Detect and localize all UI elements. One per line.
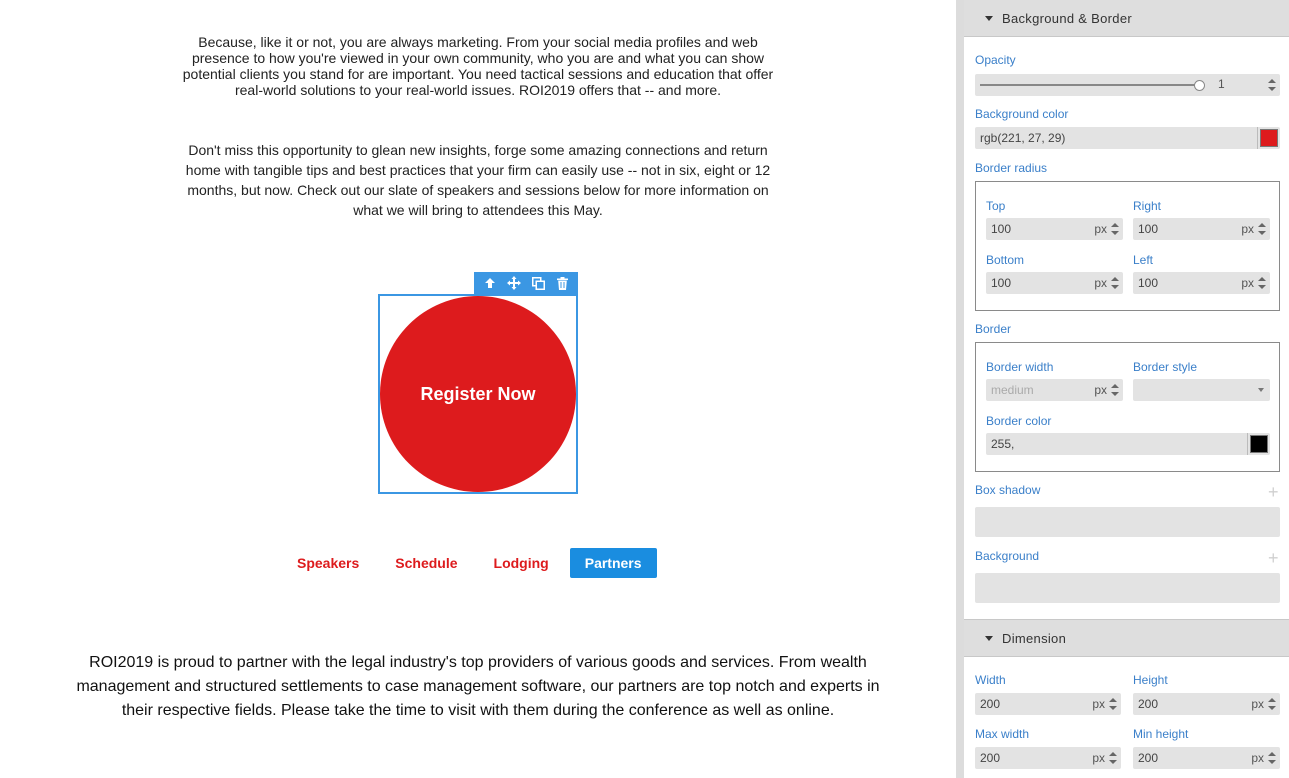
width-field[interactable] <box>975 693 1121 715</box>
opacity-field <box>975 74 1280 96</box>
max-width-stepper-icon[interactable] <box>1109 751 1117 765</box>
radius-bottom-field[interactable] <box>986 272 1123 294</box>
border-color-swatch[interactable] <box>1250 435 1268 453</box>
min-height-stepper-icon[interactable] <box>1268 751 1276 765</box>
chevron-down-icon <box>1258 388 1264 392</box>
border-width-placeholder[interactable]: medium <box>991 383 1034 397</box>
copy-icon[interactable] <box>528 274 548 292</box>
radius-right-field[interactable] <box>1133 218 1270 240</box>
caret-down-icon <box>985 16 993 21</box>
border-style-label: Border style <box>1133 360 1198 374</box>
height-value[interactable]: 200 <box>1138 697 1159 711</box>
opacity-stepper-icon[interactable] <box>1268 78 1276 92</box>
nav-schedule[interactable]: Schedule <box>395 555 458 571</box>
background-color-swatch[interactable] <box>1260 129 1278 147</box>
border-color-label: Border color <box>986 414 1052 428</box>
border-width-field[interactable] <box>986 379 1123 401</box>
background-layers[interactable] <box>975 573 1280 603</box>
opportunity-paragraph: Don't miss this opportunity to glean new insights, forge some amazing connections and return home with tangible tips and best practices that your firm can easily use -- not in six, eight or 12 months, but now. Check out our slate of speakers and sessions below for more information on what we will bring to attendees this May. <box>185 142 771 218</box>
nav-lodging[interactable]: Lodging <box>493 555 549 571</box>
border-radius-label: Border radius <box>975 161 1048 175</box>
background-border-section-header[interactable] <box>964 0 1289 37</box>
background-color-label: Background color <box>975 107 1069 121</box>
border-color-field[interactable] <box>986 433 1270 455</box>
min-height-unit: px <box>1251 751 1264 765</box>
radius-left-field[interactable] <box>1133 272 1270 294</box>
radius-right-value[interactable]: 100 <box>1138 222 1159 236</box>
opacity-label: Opacity <box>975 53 1016 67</box>
radius-right-unit: px <box>1241 222 1254 236</box>
radius-left-unit: px <box>1241 276 1254 290</box>
border-group <box>975 342 1280 472</box>
radius-bottom-unit: px <box>1094 276 1107 290</box>
border-width-label: Border width <box>986 360 1054 374</box>
box-shadow-label: Box shadow <box>975 483 1041 497</box>
max-width-label: Max width <box>975 727 1030 741</box>
border-color-value[interactable]: 255, <box>991 437 1015 451</box>
radius-top-value[interactable]: 100 <box>991 222 1012 236</box>
height-stepper-icon[interactable] <box>1268 697 1276 711</box>
max-width-field[interactable] <box>975 747 1121 769</box>
opacity-slider-track[interactable] <box>980 84 1198 86</box>
radius-top-field[interactable] <box>986 218 1123 240</box>
max-width-value[interactable]: 200 <box>980 751 1001 765</box>
radius-top-unit: px <box>1094 222 1107 236</box>
nav-partners[interactable]: Partners <box>570 548 657 578</box>
trash-icon[interactable] <box>552 274 572 292</box>
width-label: Width <box>975 673 1006 687</box>
border-label: Border <box>975 322 1012 336</box>
width-value[interactable]: 200 <box>980 697 1001 711</box>
border-style-select[interactable] <box>1133 379 1270 401</box>
opacity-slider-handle[interactable] <box>1194 80 1205 91</box>
intro-paragraph: Because, like it or not, you are always marketing. From your social media profiles and web presence to how you're viewed in your own community, who you are and what you can show potential clients you stand for are important. You need tactical sessions and education that offer real-world solutions to your real-world issues. ROI2019 offers that -- and more. <box>182 34 774 98</box>
add-background-icon[interactable]: + <box>1268 548 1279 568</box>
radius-bottom-value[interactable]: 100 <box>991 276 1012 290</box>
border-width-unit: px <box>1094 383 1107 397</box>
radius-right-stepper-icon[interactable] <box>1258 222 1266 236</box>
nav-speakers[interactable]: Speakers <box>297 555 360 571</box>
min-height-value[interactable]: 200 <box>1138 751 1159 765</box>
move-icon[interactable] <box>504 274 524 292</box>
width-stepper-icon[interactable] <box>1109 697 1117 711</box>
background-border-title: Background & Border <box>1002 10 1132 26</box>
radius-right-label: Right <box>1133 199 1162 213</box>
box-shadow-layers[interactable] <box>975 507 1280 537</box>
dimension-title: Dimension <box>1002 630 1067 646</box>
min-height-field[interactable] <box>1133 747 1280 769</box>
background-color-field[interactable] <box>975 127 1280 149</box>
radius-left-label: Left <box>1133 253 1154 267</box>
opacity-value[interactable]: 1 <box>1218 77 1225 91</box>
arrow-up-icon[interactable] <box>480 274 500 292</box>
register-now-button[interactable] <box>380 296 576 492</box>
radius-bottom-label: Bottom <box>986 253 1025 267</box>
register-now-label: Register Now <box>420 383 536 404</box>
min-height-label: Min height <box>1133 727 1189 741</box>
radius-left-value[interactable]: 100 <box>1138 276 1159 290</box>
radius-top-label: Top <box>986 199 1006 213</box>
radius-top-stepper-icon[interactable] <box>1111 222 1119 236</box>
background-label: Background <box>975 549 1040 563</box>
add-box-shadow-icon[interactable]: + <box>1268 482 1279 502</box>
partners-paragraph: ROI2019 is proud to partner with the legal industry's top providers of various goods and services. From wealth management and structured settlements to case management software, our partners are top notch and experts in their respective fields. Please take the time to visit with them during the conference as well as online. <box>76 654 880 719</box>
height-field[interactable] <box>1133 693 1280 715</box>
element-toolbar <box>474 272 578 294</box>
border-radius-group <box>975 181 1280 311</box>
border-width-stepper-icon[interactable] <box>1111 383 1119 397</box>
height-unit: px <box>1251 697 1264 711</box>
width-unit: px <box>1092 697 1105 711</box>
section-nav <box>282 548 657 578</box>
caret-down-icon <box>985 636 993 641</box>
dimension-section-header[interactable] <box>964 619 1289 657</box>
radius-bottom-stepper-icon[interactable] <box>1111 276 1119 290</box>
height-label: Height <box>1133 673 1168 687</box>
max-width-unit: px <box>1092 751 1105 765</box>
style-manager-panel <box>956 0 1289 778</box>
background-color-value[interactable]: rgb(221, 27, 29) <box>980 131 1066 145</box>
radius-left-stepper-icon[interactable] <box>1258 276 1266 290</box>
